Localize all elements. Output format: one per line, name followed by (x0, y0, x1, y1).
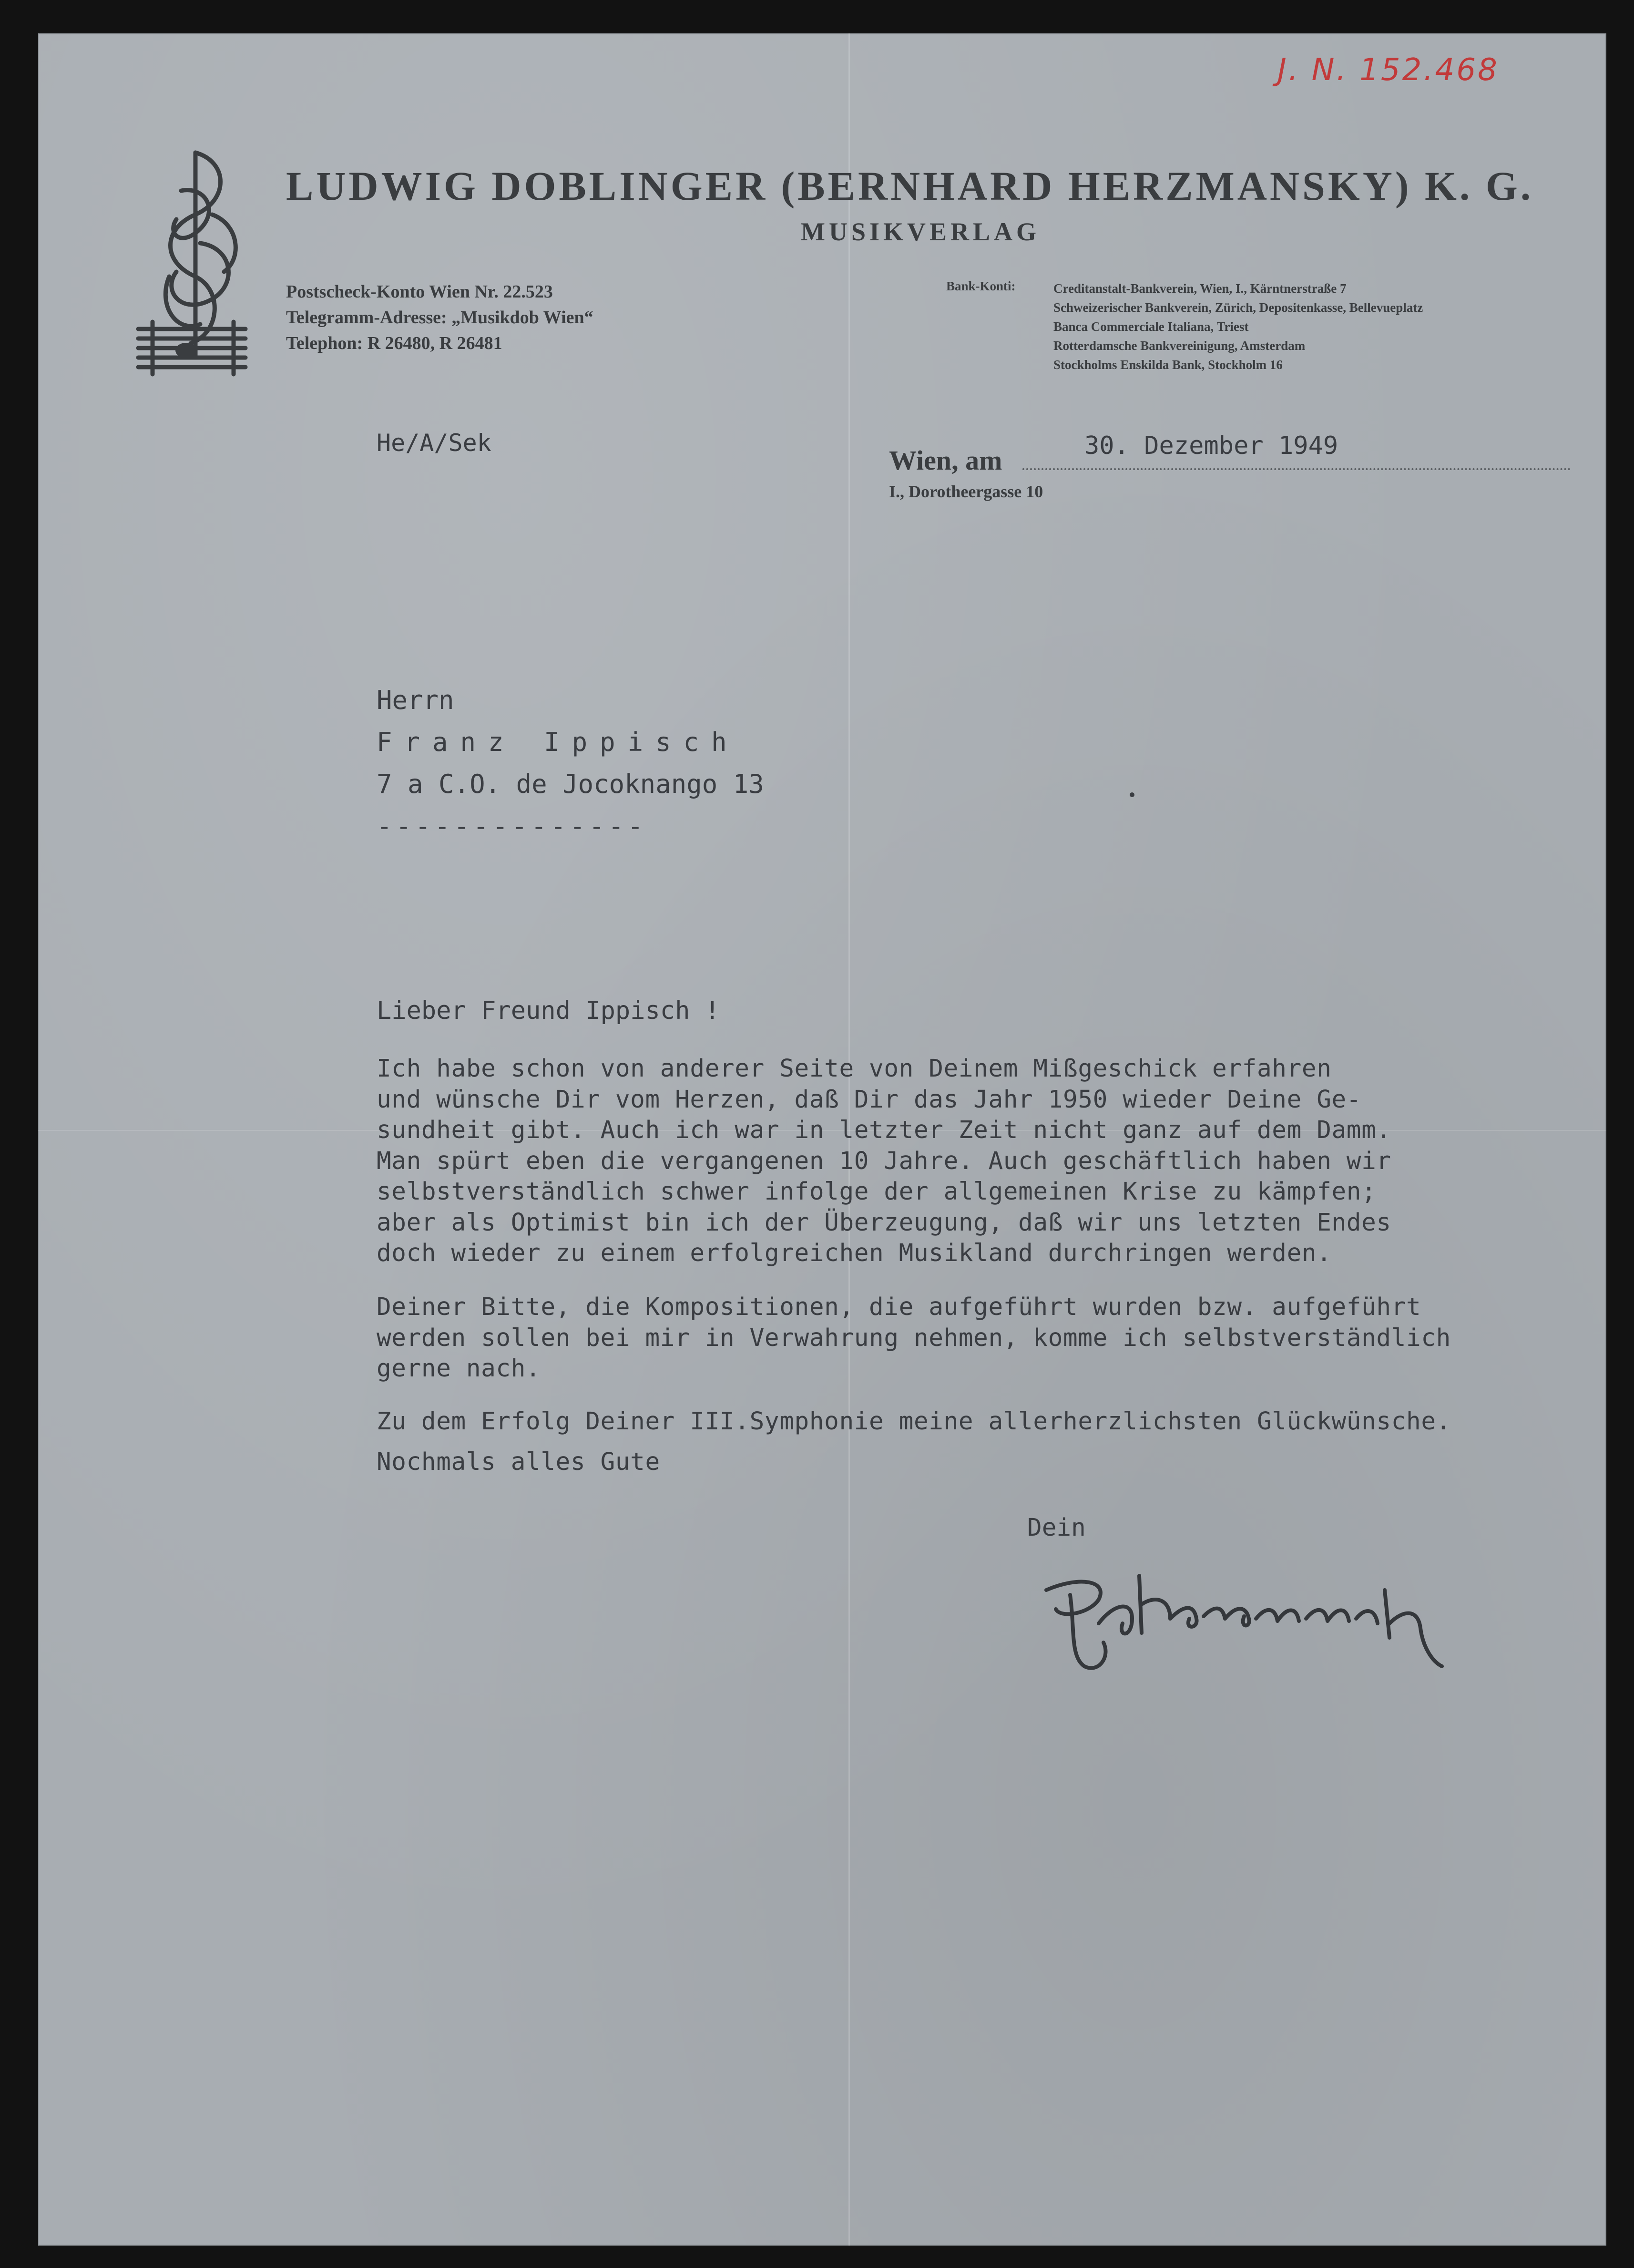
paragraph-1 (377, 1054, 1391, 1269)
recipient-underline: -------------- (377, 811, 647, 841)
letter-closing: Dein (1027, 1514, 1086, 1542)
letter-date: 30. Dezember 1949 (1084, 431, 1338, 460)
bank-label: Bank-Konti: (946, 279, 1016, 293)
text-line: selbstverständlich schwer infolge der allgemeinen Krise zu kämpfen; (377, 1178, 1377, 1206)
recipient-block (377, 679, 764, 847)
date-dotted-line (1022, 468, 1571, 470)
recipient-salutation: Herrn (377, 685, 454, 715)
text-line: Man spürt eben die vergangenen 10 Jahre. Auch geschäftlich haben wir (377, 1147, 1391, 1175)
text-line: Deiner Bitte, die Kompositionen, die aufgeführt wurden bzw. aufgeführt (377, 1293, 1421, 1321)
telegramm-line: Telegramm-Adresse: „Musikdob Wien“ (286, 308, 593, 328)
ink-dot (1130, 792, 1134, 797)
place-label: Wien, am (889, 445, 1002, 476)
text-line: gerne nach. (377, 1355, 541, 1383)
letter-greeting: Lieber Freund Ippisch ! (377, 996, 720, 1025)
text-line: Ich habe schon von anderer Seite von Deinem Mißgeschick erfahren (377, 1055, 1332, 1083)
bank-line: Rotterdamsche Bankvereinigung, Amsterdam (1053, 339, 1306, 353)
paragraph-4: Nochmals alles Gute (377, 1448, 660, 1476)
text-line: werden sollen bei mir in Verwahrung nehmen, komme ich selbstverständlich (377, 1324, 1451, 1352)
bank-line: Schweizerischer Bankverein, Zürich, Depositenkasse, Bellevueplatz (1053, 300, 1423, 315)
handwritten-signature (1027, 1547, 1456, 1676)
text-line: aber als Optimist bin ich der Überzeugung, daß wir uns letzten Endes (377, 1208, 1391, 1237)
paragraph-3: Zu dem Erfolg Deiner III.Symphonie meine allerherzlichsten Glückwünsche. (377, 1407, 1451, 1436)
letter-paper (38, 33, 1606, 2246)
company-name: LUDWIG DOBLINGER (BERNHARD HERZMANSKY) K. G. (286, 163, 1534, 209)
text-line: sundheit gibt. Auch ich war in letzter Zeit nicht ganz auf dem Damm. (377, 1116, 1391, 1144)
bank-line: Creditanstalt-Bankverein, Wien, I., Kärntnerstraße 7 (1053, 281, 1347, 296)
recipient-name: Franz Ippisch (377, 727, 739, 757)
telephon-line: Telephon: R 26480, R 26481 (286, 333, 502, 353)
bank-line: Banca Commerciale Italiana, Triest (1053, 319, 1249, 334)
company-subtitle: MUSIKVERLAG (801, 217, 1041, 246)
paragraph-2 (377, 1292, 1451, 1385)
recipient-address: 7 a C.O. de Jocoknango 13 (377, 769, 764, 799)
contact-block (286, 279, 593, 356)
bank-line: Stockholms Enskilda Bank, Stockholm 16 (1053, 358, 1283, 372)
reference-code: He/A/Sek (377, 429, 491, 457)
street-address: I., Dorotheergasse 10 (889, 482, 1043, 501)
bank-list (1053, 279, 1423, 374)
music-clef-logo-icon (124, 133, 262, 381)
archive-number: J. N. 152.468 (1277, 52, 1499, 88)
text-line: doch wieder zu einem erfolgreichen Musikland durchringen werden. (377, 1239, 1332, 1267)
text-line: und wünsche Dir vom Herzen, daß Dir das Jahr 1950 wieder Deine Ge- (377, 1085, 1362, 1114)
postscheck-line: Postscheck-Konto Wien Nr. 22.523 (286, 282, 553, 302)
